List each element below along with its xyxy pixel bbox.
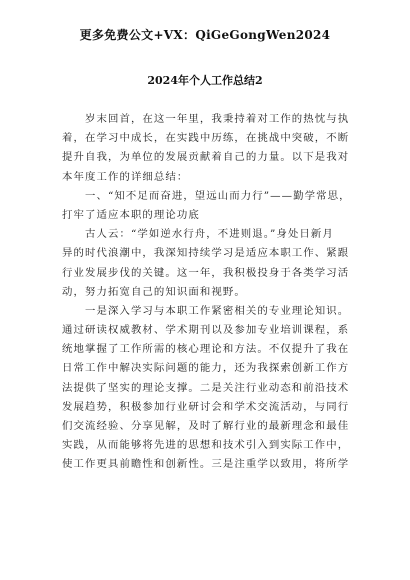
body-line: 异的时代浪潮中，我深知持续学习是适应本职工作、紧跟: [62, 247, 350, 260]
body-line: 们交流经验、分享见解，及时了解行业的最新理念和最佳: [62, 420, 350, 432]
body-line: 古人云：“学如逆水行舟，不进则退。”身处日新月: [62, 228, 334, 241]
body-line: 着，在学习中成长，在实践中历练，在挑战中突破，不断: [62, 132, 350, 145]
document-body: [62, 110, 362, 475]
body-line: 使工作更具前瞻性和创新性。三是注重学以致用，将所学: [62, 458, 350, 471]
section-heading-line: 打牢了适应本职的理论功底: [62, 208, 200, 221]
body-line: 实践，从而能够将先进的思想和技术引入到实际工作中，: [62, 439, 350, 452]
section-heading-line: 一、“知不足而奋进，望远山而力行”——勤学常思，: [62, 189, 351, 202]
body-line: 岁末回首，在这一年里，我秉持着对工作的热忱与执: [62, 113, 350, 125]
body-line: 提升自我，为单位的发展贡献着自己的力量。以下是我对: [62, 151, 350, 164]
body-line: 一是深入学习与本职工作紧密相关的专业理论知识。: [62, 304, 350, 317]
document-title: 2024年个人工作总结2: [147, 74, 263, 87]
body-line: 发展趋势，积极参加行业研讨会和学术交流活动，与同行: [62, 400, 350, 413]
body-line: 本年度工作的详细总结：: [62, 170, 189, 183]
promo-header: 更多免费公文+VX：QiGeGongWen2024: [79, 28, 331, 42]
body-line: 统地掌握了工作所需的核心理论和方法。不仅提升了我在: [62, 343, 350, 356]
body-line: 通过研读权威教材、学术期刊以及参加专业培训课程，系: [62, 324, 350, 337]
body-line: 日常工作中解决实际问题的能力，还为我探索创新工作方: [62, 362, 350, 375]
body-line: 行业发展步伐的关键。这一年，我积极投身于各类学习活: [62, 266, 350, 279]
body-line: 法提供了坚实的理论支撑。二是关注行业动态和前沿技术: [62, 381, 350, 394]
body-line: 动，努力拓宽自己的知识面和视野。: [62, 285, 246, 298]
